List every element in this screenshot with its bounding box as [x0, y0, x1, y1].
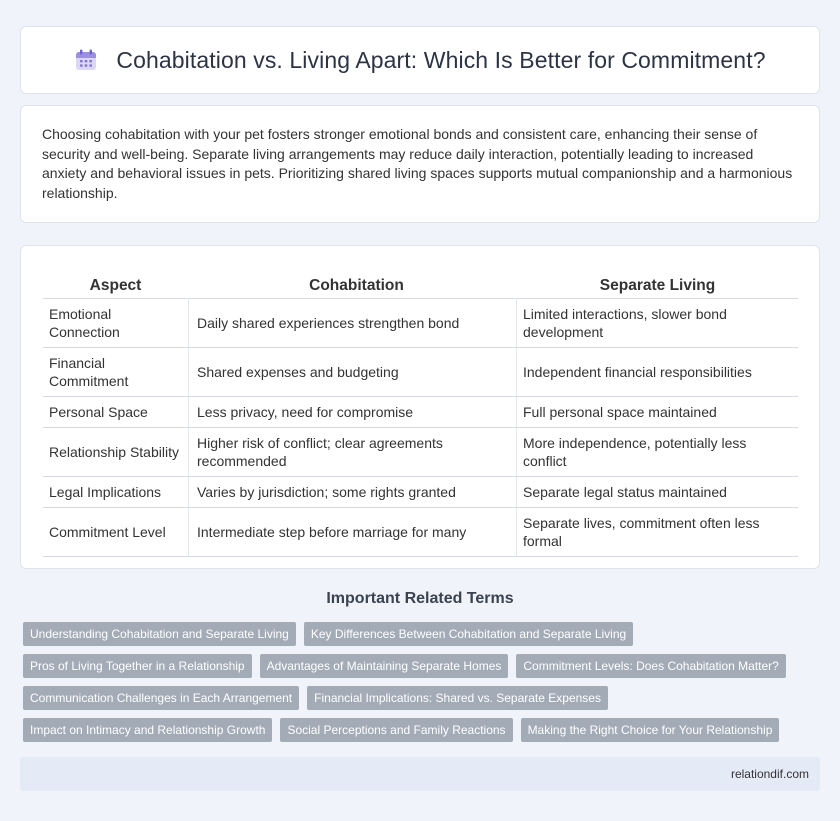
cell-cohabitation: Daily shared experiences strengthen bond [189, 299, 517, 348]
table-row [43, 477, 798, 508]
cell-separate-living: Full personal space maintained [517, 397, 798, 428]
cell-aspect: Relationship Stability [43, 428, 189, 477]
table-row [43, 428, 798, 477]
page-title: Cohabitation vs. Living Apart: Which Is Better for Commitment? [116, 46, 766, 73]
cell-separate-living: Separate legal status maintained [517, 477, 798, 508]
footer [20, 757, 820, 791]
header-card [20, 26, 820, 94]
header-separate-living: Separate Living [517, 266, 798, 299]
comparison-table [43, 266, 798, 557]
comparison-table-card [20, 245, 820, 569]
tag-row [23, 654, 823, 678]
related-term-tag[interactable]: Making the Right Choice for Your Relationship [521, 718, 780, 742]
related-terms-list [23, 622, 823, 750]
related-term-tag[interactable]: Advantages of Maintaining Separate Homes [260, 654, 509, 678]
cell-aspect: Legal Implications [43, 477, 189, 508]
related-term-tag[interactable]: Commitment Levels: Does Cohabitation Matter? [516, 654, 785, 678]
intro-card [20, 105, 820, 223]
related-term-tag[interactable]: Impact on Intimacy and Relationship Growth [23, 718, 272, 742]
cell-cohabitation: Higher risk of conflict; clear agreements recommended [189, 428, 517, 477]
cell-cohabitation: Intermediate step before marriage for many [189, 508, 517, 557]
cell-cohabitation: Varies by jurisdiction; some rights granted [189, 477, 517, 508]
tag-row [23, 686, 823, 710]
related-term-tag[interactable]: Financial Implications: Shared vs. Separate Expenses [307, 686, 608, 710]
related-term-tag[interactable]: Key Differences Between Cohabitation and Separate Living [304, 622, 633, 646]
calendar-icon [74, 48, 98, 72]
cell-aspect: Emotional Connection [43, 299, 189, 348]
footer-site-name: relationdif.com [730, 767, 809, 781]
related-terms-title: Important Related Terms [326, 590, 514, 607]
cell-separate-living: Separate lives, commitment often less formal [517, 508, 798, 557]
table-row [43, 299, 798, 348]
tag-row [23, 718, 823, 742]
related-term-tag[interactable]: Social Perceptions and Family Reactions [280, 718, 512, 742]
table-header-row [43, 266, 798, 299]
header-cohabitation: Cohabitation [189, 266, 517, 299]
cell-cohabitation: Shared expenses and budgeting [189, 348, 517, 397]
cell-aspect: Financial Commitment [43, 348, 189, 397]
table-row [43, 508, 798, 557]
related-term-tag[interactable]: Understanding Cohabitation and Separate Living [23, 622, 296, 646]
tag-row [23, 622, 823, 646]
cell-separate-living: Independent financial responsibilities [517, 348, 798, 397]
intro-paragraph: Choosing cohabitation with your pet fosters stronger emotional bonds and consistent care, enhancing their sense of security and well-being. Separate living arrangements may reduce daily interaction, potentially leading to increased anxiety and behavioral issues in pets. Prioritizing shared living spaces supports mutual companionship and a harmonious relationship. [42, 126, 793, 201]
cell-cohabitation: Less privacy, need for compromise [189, 397, 517, 428]
related-term-tag[interactable]: Communication Challenges in Each Arrangement [23, 686, 299, 710]
table-row [43, 397, 798, 428]
cell-aspect: Commitment Level [43, 508, 189, 557]
related-term-tag[interactable]: Pros of Living Together in a Relationship [23, 654, 252, 678]
header-aspect: Aspect [43, 266, 189, 299]
table-row [43, 348, 798, 397]
cell-aspect: Personal Space [43, 397, 189, 428]
cell-separate-living: Limited interactions, slower bond development [517, 299, 798, 348]
cell-separate-living: More independence, potentially less conflict [517, 428, 798, 477]
title-wrap [74, 47, 765, 74]
